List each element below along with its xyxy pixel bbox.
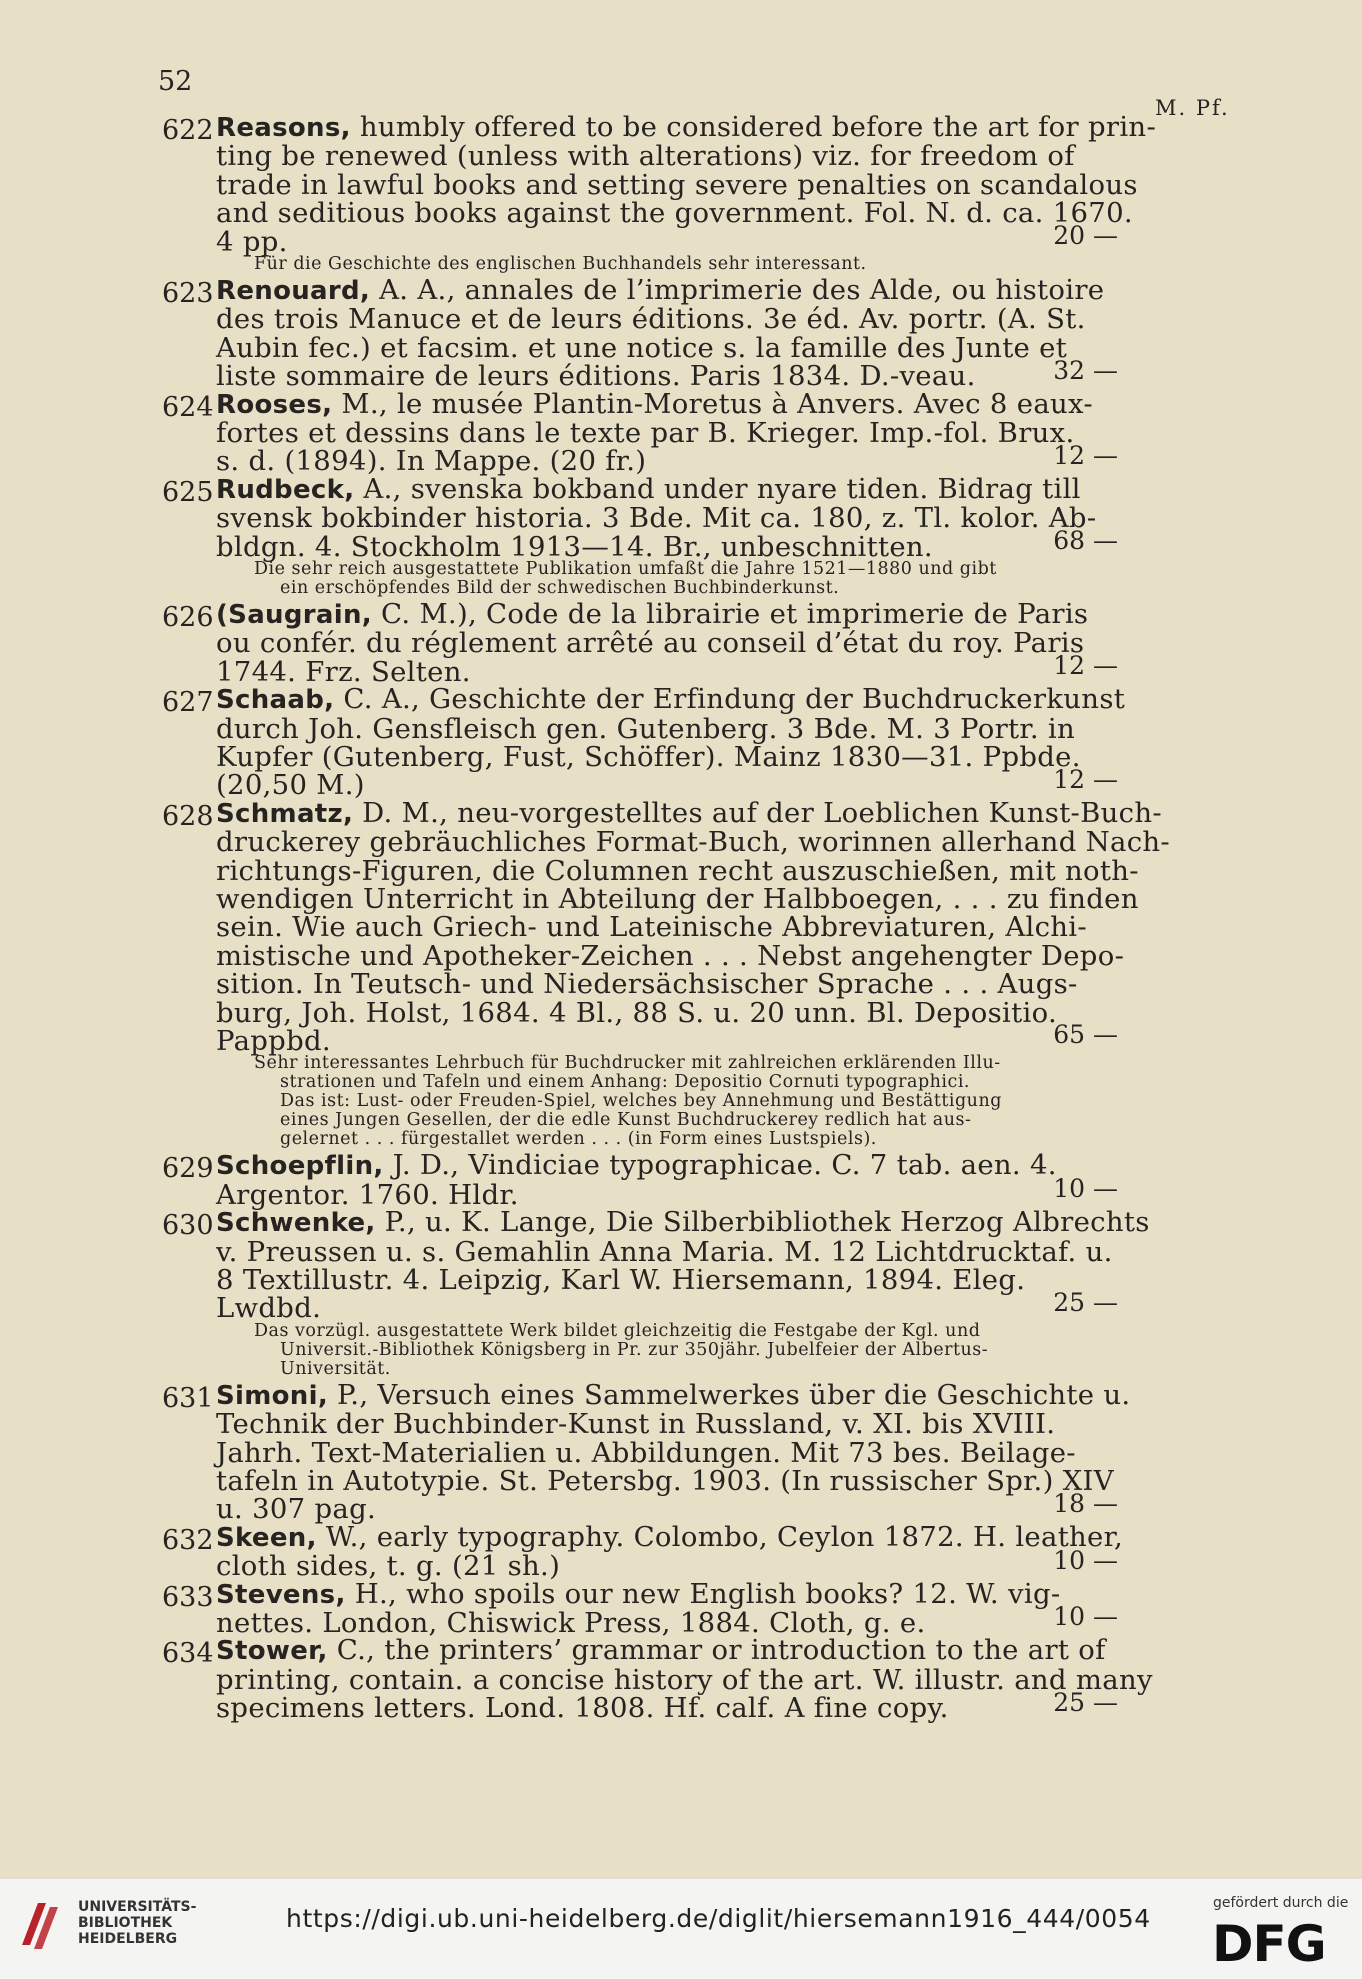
entry-text <box>216 1634 1316 1725</box>
entry-author: Schoepflin, <box>216 1151 384 1182</box>
university-library-logo-icon <box>16 1895 64 1955</box>
viewer-footer <box>0 1878 1362 1979</box>
entry-line: sein. Wie auch Griech- und Lateinische Abbreviaturen, Alchi- <box>216 911 1087 944</box>
entry-line: Reasons, humbly offered to be considered before the art for prin- <box>216 111 1157 143</box>
entry-line: Schmatz, D. M., neu-vorgestelltes auf der Loeblichen Kunst-Buch- <box>216 796 1162 829</box>
entry-line: ou confér. du réglement arrêté au conseil d’état du roy. Paris <box>216 627 1085 660</box>
entry-line: sition. In Teutsch- und Niedersächsischer Sprache . . . Augs- <box>216 968 1078 1001</box>
currency-header: M. Pf. <box>1155 96 1230 120</box>
entry-author: (Saugrain, <box>216 600 372 630</box>
entry-line: v. Preussen u. s. Gemahlin Anna Maria. M. 12 Lichtdrucktaf. u. <box>216 1235 1113 1268</box>
entry-note: strationen und Tafeln und einem Anhang: Depositio Cornuti typographici. <box>280 1072 970 1093</box>
entry-line: printing, contain. a concise history of the art. W. illustr. and many <box>216 1663 1153 1696</box>
entry-author: Renouard, <box>216 276 371 306</box>
page-number: 52 <box>158 66 193 97</box>
entry-line: Schaab, C. A., Geschichte der Erfindung der Buchdruckerkunst <box>216 683 1126 716</box>
entry-line: Lwdbd. <box>216 1292 322 1325</box>
entry-author: Rooses, <box>216 389 333 420</box>
entry-number: 632 <box>162 1524 214 1556</box>
entry-author: Stevens, <box>216 1579 346 1610</box>
entry-text <box>216 685 1316 800</box>
entry-text <box>216 113 1316 256</box>
entry-line: Schoepflin, J. D., Vindiciae typographicae. C. 7 tab. aen. 4. <box>216 1149 1057 1182</box>
entry-price: 12 — <box>1053 440 1118 470</box>
entry-line: 8 Textillustr. 4. Leipzig, Karl W. Hiersemann, 1894. Eleg. <box>216 1264 1026 1296</box>
entry-note: Die sehr reich ausgestattete Publikation umfaßt die Jahre 1521—1880 und gibt <box>254 558 997 579</box>
entry-note: eines Jungen Gesellen, der die edle Kunst Buchdruckerey redlich hat aus- <box>280 1110 972 1131</box>
entry-author: Schaab, <box>216 685 335 716</box>
entry-line: richtungs-Figuren, die Columnen recht auszuschießen, mit noth- <box>216 854 1139 887</box>
funding-label: gefördert durch die <box>1213 1895 1349 1911</box>
entry-number: 633 <box>162 1581 214 1613</box>
entry-price: 25 — <box>1053 1687 1118 1717</box>
entry-number: 629 <box>162 1153 214 1185</box>
entry-note: Für die Geschichte des englischen Buchhandels sehr interessant. <box>254 254 867 274</box>
entry-author: Schmatz, <box>216 798 354 829</box>
entry-note: gelernet . . . fürgestallet werden . . . (in Form eines Lustspiels). <box>280 1129 877 1150</box>
entry-line: and seditious books against the government. Fol. N. d. ca. 1670. <box>216 197 1133 230</box>
entry-text <box>216 276 1316 391</box>
entry-line: trade in lawful books and setting severe penalties on scandalous <box>216 168 1138 201</box>
entry-line: u. 307 pag. <box>216 1493 377 1526</box>
entry-line: 1744. Frz. Selten. <box>216 655 471 688</box>
entry-author: Simoni, <box>216 1380 328 1411</box>
entry-line: Stower, C., the printers’ grammar or introduction to the art of <box>216 1634 1106 1667</box>
entry-number: 626 <box>162 602 214 633</box>
entry-line: Kupfer (Gutenberg, Fust, Schöffer). Mainz 1830—31. Ppbde. <box>216 741 1081 773</box>
entry-text <box>216 1208 1316 1323</box>
entry-line: mistische und Apotheker-Zeichen . . . Nebst angehengter Depo- <box>216 939 1125 972</box>
entry-line: specimens letters. Lond. 1808. Hf. calf. A fine copy. <box>216 1692 949 1725</box>
entry-line: fortes et dessins dans le texte par B. Krieger. Imp.-fol. Brux. <box>216 417 1075 449</box>
entry-line: (20,50 M.) <box>216 769 365 802</box>
entry-line: Jahrh. Text-Materialien u. Abbildungen. Mit 73 bes. Beilage- <box>216 1436 1076 1469</box>
entry-line: Argentor. 1760. Hldr. <box>216 1178 519 1211</box>
entry-line: cloth sides, t. g. (21 sh.) <box>216 1550 561 1583</box>
entry-text <box>216 387 1316 478</box>
entry-line: Stevens, H., who spoils our new English books? 12. W. vig- <box>216 1577 1061 1610</box>
entry-line: ting be renewed (unless with alterations) viz. for freedom of <box>216 140 1075 173</box>
entry-number: 631 <box>162 1382 214 1414</box>
entry-author: Schwenke, <box>216 1208 376 1239</box>
entry-author: Reasons, <box>216 113 351 143</box>
entry-line: des trois Manuce et de leurs éditions. 3e éd. Av. portr. (A. St. <box>216 303 1086 336</box>
entry-line: nettes. London, Chiswick Press, 1884. Cloth, g. e. <box>216 1607 926 1639</box>
entry-price: 65 — <box>1053 1020 1118 1050</box>
entry-number: 622 <box>162 115 214 146</box>
permalink-url[interactable]: https://digi.ub.uni-heidelberg.de/diglit/hiersemann1916_444/0054 <box>286 1904 1151 1933</box>
entry-line: druckerey gebräuchliches Format-Buch, worinnen allerhand Nach- <box>216 826 1171 859</box>
entry-number: 627 <box>162 687 214 719</box>
entry-note: Universität. <box>280 1358 391 1379</box>
entry-price: 25 — <box>1053 1287 1118 1317</box>
entry-price: 12 — <box>1053 764 1118 794</box>
entry-note: Das ist: Lust- oder Freuden-Spiel, welches bey Annehmung und Bestättigung <box>280 1091 1002 1112</box>
entry-line: Simoni, P., Versuch eines Sammelwerkes über die Geschichte u. <box>216 1378 1131 1411</box>
entry-text <box>216 1520 1316 1583</box>
entry-line: bldgn. 4. Stockholm 1913—14. Br., unbeschnitten. <box>216 530 933 563</box>
entry-line: 4 pp. <box>216 225 288 258</box>
entry-line: Aubin fec.) et facsim. et une notice s. la famille des Junte et <box>216 331 1068 364</box>
entry-text <box>216 796 1316 1058</box>
entry-number: 624 <box>162 391 214 423</box>
entry-price: 12 — <box>1053 651 1118 681</box>
entry-text <box>216 600 1316 686</box>
entry-price: 18 — <box>1053 1488 1118 1518</box>
entry-text <box>216 1577 1316 1639</box>
entry-line: Schwenke, P., u. K. Lange, Die Silberbibliothek Herzog Albrechts <box>216 1206 1150 1239</box>
entry-price: 68 — <box>1053 525 1118 555</box>
entry-price: 32 — <box>1053 355 1118 385</box>
entry-line: Rooses, M., le musée Plantin-Moretus à Anvers. Avec 8 eaux- <box>216 387 1093 420</box>
entry-line: s. d. (1894). In Mappe. (20 fr.) <box>216 445 647 478</box>
entry-line: tafeln in Autotypie. St. Petersbg. 1903. (In russischer Spr.) XIV <box>216 1465 1114 1498</box>
entry-line: Rudbeck, A., svenska bokband under nyare tiden. Bidrag till <box>216 472 1081 505</box>
entry-price: 10 — <box>1053 1174 1118 1204</box>
entry-line: Skeen, W., early typography. Colombo, Ceylon 1872. H. leather, <box>216 1520 1124 1553</box>
entry-number: 625 <box>162 476 214 508</box>
entry-line: Renouard, A. A., annales de l’imprimerie des Alde, ou histoire <box>216 274 1105 306</box>
entry-number: 628 <box>162 800 214 832</box>
entry-line: liste sommaire de leurs éditions. Paris 1834. D.-veau. <box>216 360 976 393</box>
dfg-logo: DFG <box>1212 1915 1326 1973</box>
entry-line: (Saugrain, C. M.), Code de la librairie et imprimerie de Paris <box>216 598 1089 630</box>
entry-price: 10 — <box>1053 1602 1118 1632</box>
entry-line: svensk bokbinder historia. 3 Bde. Mit ca. 180, z. Tl. kolor. Ab- <box>216 502 1097 535</box>
entry-note: ein erschöpfendes Bild der schwedischen Buchbinderkunst. <box>280 577 840 598</box>
entry-text <box>216 1151 1316 1209</box>
entry-text <box>216 1378 1316 1526</box>
entry-number: 630 <box>162 1210 214 1242</box>
entry-price: 10 — <box>1053 1545 1118 1575</box>
entry-text <box>216 472 1316 563</box>
entry-author: Stower, <box>216 1636 328 1667</box>
entry-price: 20 — <box>1053 221 1118 250</box>
entry-line: burg, Joh. Holst, 1684. 4 Bl., 88 S. u. 20 unn. Bl. Depositio. <box>216 996 1057 1029</box>
entry-note: Universit.-Bibliothek Königsberg in Pr. zur 350jähr. Jubelfeier der Albertus- <box>280 1339 989 1360</box>
entry-number: 623 <box>162 278 214 309</box>
entry-author: Rudbeck, <box>216 474 355 505</box>
entry-author: Skeen, <box>216 1522 317 1553</box>
entry-note: Sehr interessantes Lehrbuch für Buchdrucker mit zahlreichen erklärenden Illu- <box>254 1053 1001 1074</box>
entry-line: wendigen Unterricht in Abteilung der Halbboegen, . . . zu finden <box>216 883 1139 916</box>
entry-line: durch Joh. Gensfleisch gen. Gutenberg. 3 Bde. M. 3 Portr. in <box>216 712 1076 745</box>
entry-line: Pappbd. <box>216 1025 331 1058</box>
entry-number: 634 <box>162 1638 214 1670</box>
entry-line: Technik der Buchbinder-Kunst in Russland, v. XI. bis XVIII. <box>216 1408 1056 1441</box>
entry-note: Das vorzügl. ausgestattete Werk bildet gleichzeitig die Festgabe der Kgl. und <box>254 1320 981 1341</box>
library-name: UNIVERSITÄTS- BIBLIOTHEK HEIDELBERG <box>78 1899 197 1947</box>
